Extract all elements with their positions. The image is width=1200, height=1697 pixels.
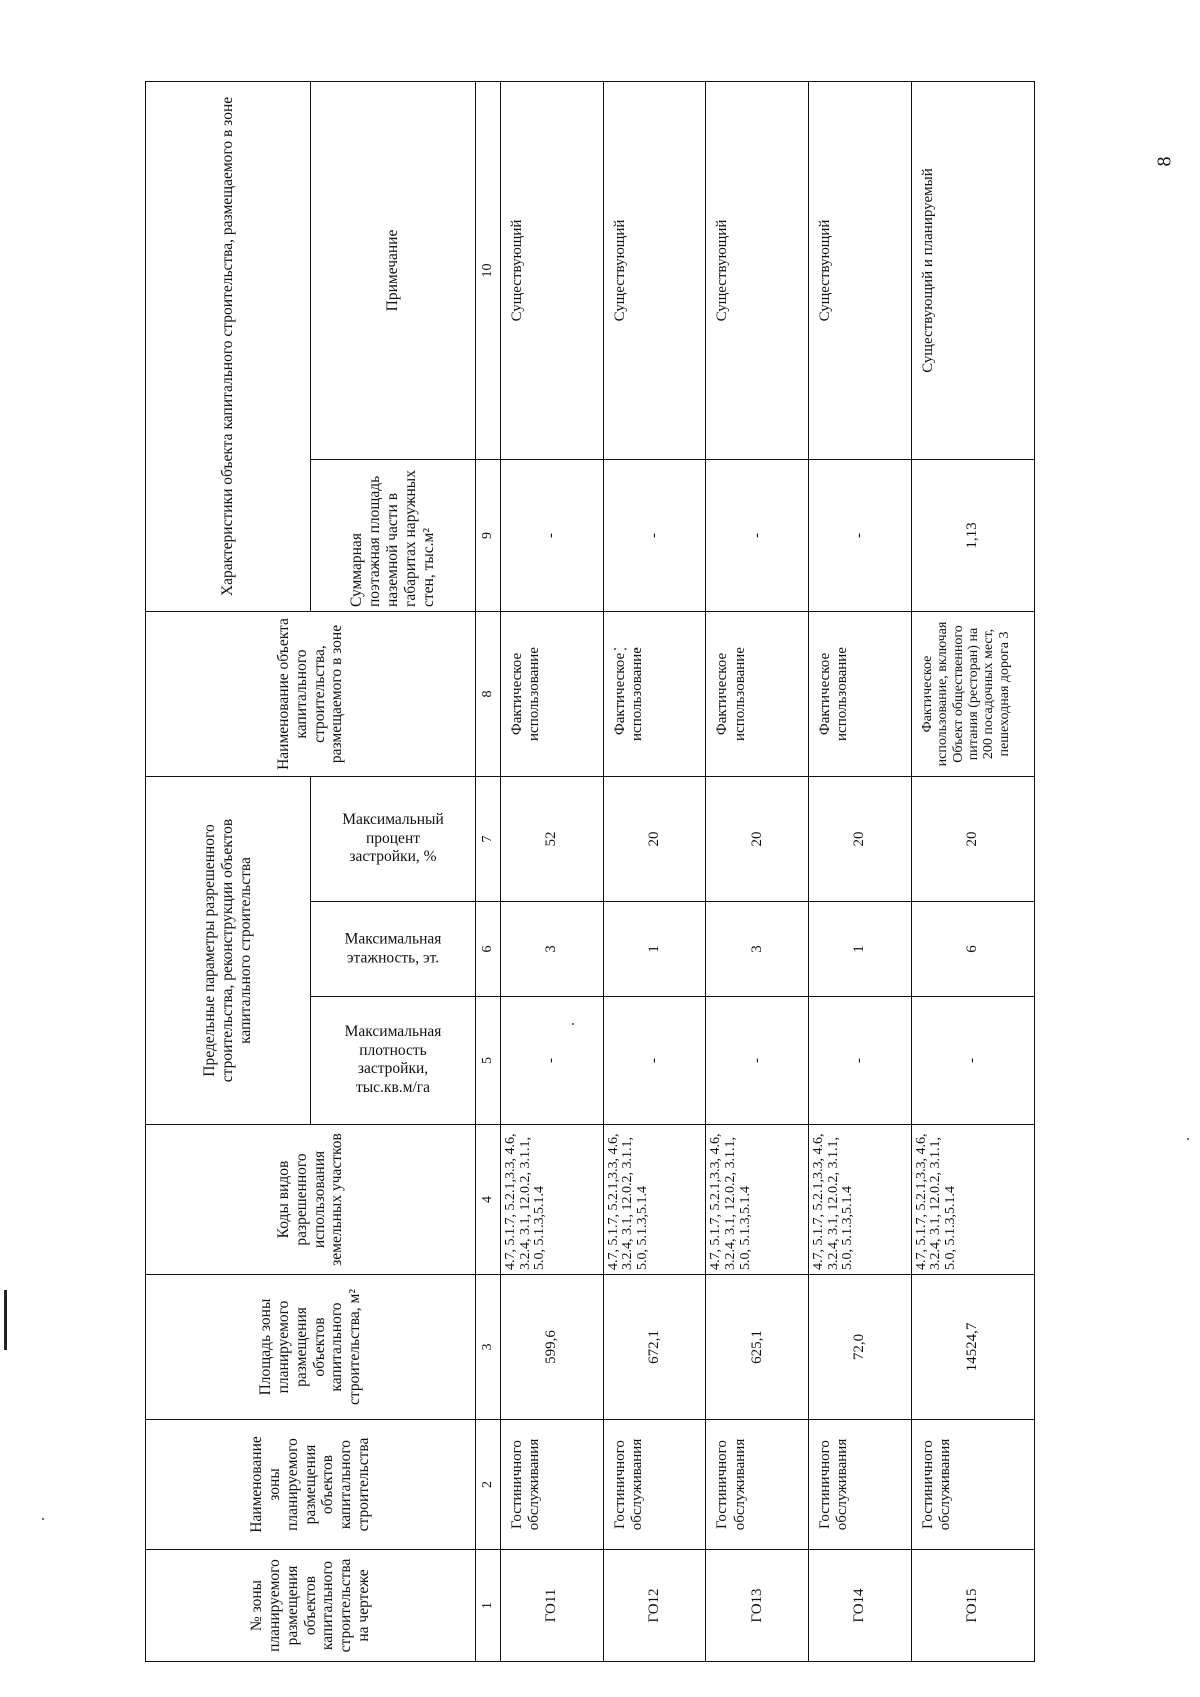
cell-max-percent: 52 (501, 777, 604, 902)
cell-max-density: - (911, 997, 1034, 1125)
cell-zone-number: ГО11 (501, 1550, 604, 1662)
scan-artifact-dot: · (40, 1509, 46, 1529)
cell-zone-name: Гостиничного обслуживания (809, 1420, 912, 1550)
cell-zone-area: 72,0 (809, 1275, 912, 1420)
cell-note: Существующий (603, 81, 706, 459)
cell-zone-number: ГО13 (706, 1550, 809, 1662)
cell-zone-name: Гостиничного обслуживания (706, 1420, 809, 1550)
column-number: 7 (476, 777, 501, 902)
header-object-name: Наименование объекта капитального строительства, размещаемого в зоне (146, 612, 476, 777)
cell-object-name: Фактическое использование (603, 612, 706, 777)
cell-max-density: - (603, 997, 706, 1125)
header-zone-name: Наименование зоны планируемого размещения объектов капитального строительства (146, 1420, 476, 1550)
column-number: 3 (476, 1275, 501, 1420)
header-zone-number: № зоны планируемого размещения объектов капитального строительства на чертеже (146, 1550, 476, 1662)
cell-note: Существующий (809, 81, 912, 459)
cell-object-name: Фактическое использование (706, 612, 809, 777)
scan-artifact-bracket (4, 1290, 25, 1350)
cell-max-floors: 1 (809, 902, 912, 997)
table-row (809, 81, 912, 1661)
cell-use-codes: 4.7, 5.1.7, 5.2.1,3.3, 4.6, 3.2.4, 3.1, 12.0.2, 3.1.1, 5.0, 5.1.3,5.1.4 (603, 1125, 706, 1275)
table-row (911, 81, 1034, 1661)
cell-zone-area: 599,6 (501, 1275, 604, 1420)
table-row (706, 81, 809, 1661)
cell-use-codes: 4.7, 5.1.7, 5.2.1,3.3, 4.6, 3.2.4, 3.1, 12.0.2, 3.1.1, 5.0, 5.1.3,5.1.4 (911, 1125, 1034, 1275)
cell-zone-number: ГО15 (911, 1550, 1034, 1662)
column-number-row (476, 81, 501, 1661)
column-number: 10 (476, 81, 501, 459)
cell-floor-area: - (706, 460, 809, 612)
cell-max-floors: 6 (911, 902, 1034, 997)
header-limit-parameters: Предельные параметры разрешенного строительства, реконструкции объектов капитального строительства (146, 777, 311, 1125)
table-row (603, 81, 706, 1661)
cell-max-floors: 3 (706, 902, 809, 997)
header-max-density: Максимальная плотность застройки, тыс.кв.м/га (311, 997, 476, 1125)
cell-zone-number: ГО12 (603, 1550, 706, 1662)
cell-zone-name: Гостиничного обслуживания (911, 1420, 1034, 1550)
cell-note: Существующий и планируемый (911, 81, 1034, 459)
cell-max-percent: 20 (706, 777, 809, 902)
scan-artifact-dot: · (570, 1014, 576, 1034)
cell-zone-area: 14524,7 (911, 1275, 1034, 1420)
cell-max-percent: 20 (603, 777, 706, 902)
cell-floor-area: - (603, 460, 706, 612)
cell-zone-name: Гостиничного обслуживания (501, 1420, 604, 1550)
cell-zone-area: 672,1 (603, 1275, 706, 1420)
header-floor-area: Суммарная поэтажная площадь наземной части в габаритах наружных стен, тыс.м² (311, 460, 476, 612)
cell-use-codes: 4.7, 5.1.7, 5.2.1,3.3, 4.6, 3.2.4, 3.1, 12.0.2, 3.1.1, 5.0, 5.1.3,5.1.4 (706, 1125, 809, 1275)
cell-zone-area: 625,1 (706, 1275, 809, 1420)
column-number: 8 (476, 612, 501, 777)
header-object-characteristics: Характеристики объекта капитального строительства, размещаемого в зоне (146, 81, 311, 611)
scan-artifact-dot: · (1185, 1129, 1191, 1149)
cell-object-name: Фактическое использование (501, 612, 604, 777)
zones-table (145, 81, 1035, 1662)
cell-max-floors: 3 (501, 902, 604, 997)
header-zone-area: Площадь зоны планируемого размещения объектов капитального строительства, м² (146, 1275, 476, 1420)
cell-note: Существующий (706, 81, 809, 459)
header-note: Примечание (311, 81, 476, 459)
column-number: 6 (476, 902, 501, 997)
cell-max-floors: 1 (603, 902, 706, 997)
scan-artifact-dots: · · · (612, 639, 639, 659)
column-number: 9 (476, 460, 501, 612)
header-use-codes: Коды видов разрешенного использования земельных участков (146, 1125, 476, 1275)
cell-zone-name: Гостиничного обслуживания (603, 1420, 706, 1550)
cell-floor-area: - (501, 460, 604, 612)
column-number: 1 (476, 1550, 501, 1662)
cell-max-density: - (706, 997, 809, 1125)
table-row (501, 81, 604, 1661)
cell-use-codes: 4.7, 5.1.7, 5.2.1,3.3, 4.6, 3.2.4, 3.1, 12.0.2, 3.1.1, 5.0, 5.1.3,5.1.4 (809, 1125, 912, 1275)
header-max-percent: Максимальный процент застройки, % (311, 777, 476, 902)
cell-max-density: - (501, 997, 604, 1125)
page-number: 8 (1153, 156, 1176, 167)
cell-object-name: Фактическое использование, включая Объект общественного питания (ресторан) на 200 посадочных мест, пешеходная дорога 3 (911, 612, 1034, 777)
cell-floor-area: 1,13 (911, 460, 1034, 612)
cell-note: Существующий (501, 81, 604, 459)
table-container (145, 82, 1035, 1662)
header-max-floors: Максимальная этажность, эт. (311, 902, 476, 997)
column-number: 5 (476, 997, 501, 1125)
cell-object-name: Фактическое использование (809, 612, 912, 777)
cell-max-percent: 20 (809, 777, 912, 902)
column-number: 2 (476, 1420, 501, 1550)
cell-zone-number: ГО14 (809, 1550, 912, 1662)
cell-max-density: - (809, 997, 912, 1125)
cell-floor-area: - (809, 460, 912, 612)
cell-max-percent: 20 (911, 777, 1034, 902)
column-number: 4 (476, 1125, 501, 1275)
cell-use-codes: 4.7, 5.1.7, 5.2.1,3.3, 4.6, 3.2.4, 3.1, 12.0.2, 3.1.1, 5.0, 5.1.3,5.1.4 (501, 1125, 604, 1275)
